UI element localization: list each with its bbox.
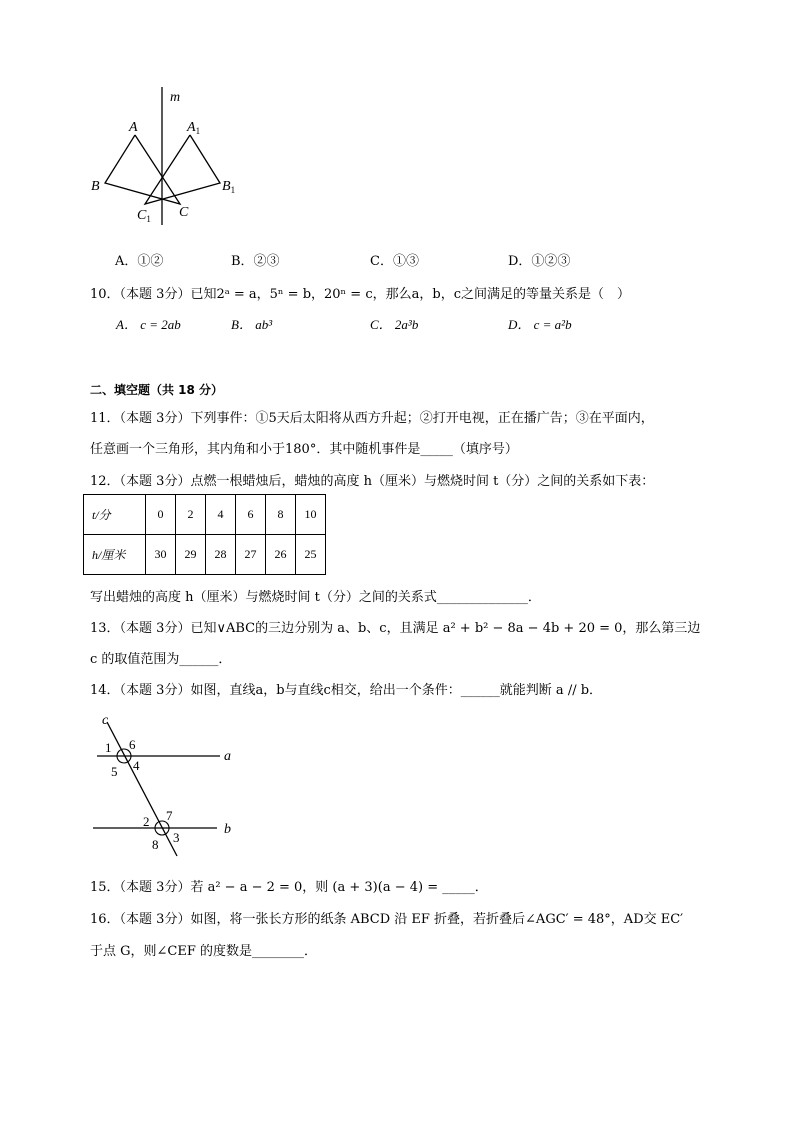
- q12-table: [83, 494, 326, 575]
- label-a1: $A_1$: [187, 120, 201, 136]
- table-cell: 2: [176, 495, 206, 535]
- q12-stem: 12．（本题 3分）点燃一根蜡烛后，蜡烛的高度 h（厘米）与燃烧时间 t（分）之间的关系如下表：: [90, 474, 655, 489]
- q14-figure: [85, 708, 255, 858]
- table-cell: 29: [176, 535, 206, 575]
- q13-line1: 13．（本题 3分）已知∨ABC的三边分别为 a、b、c，且满足 a² + b² − 8a − 4b + 20 = 0，那么第三边: [90, 621, 701, 636]
- label-c: c: [102, 713, 109, 728]
- table-cell: 6: [236, 495, 266, 535]
- q11-line2: 任意画一个三角形，其内角和小于180°．其中随机事件是_____（填序号）: [90, 442, 518, 457]
- table-cell: 27: [236, 535, 266, 575]
- table-row: [84, 535, 326, 575]
- table-cell: 28: [206, 535, 236, 575]
- triangle-abc: [105, 135, 180, 204]
- table-cell: 4: [206, 495, 236, 535]
- line-c: [107, 722, 177, 856]
- label-c: C: [179, 205, 189, 220]
- q15: 15．（本题 3分）若 a² − a − 2 = 0，则 (a + 3)(a − 4) = _____．: [90, 880, 488, 895]
- label-b: b: [224, 822, 231, 837]
- table-cell: 8: [266, 495, 296, 535]
- table-cell: 0: [146, 495, 176, 535]
- angle-4: 4: [133, 758, 140, 773]
- q10-option-b: B． ab³: [231, 317, 273, 332]
- angle-5: 5: [111, 764, 118, 779]
- table-cell: 10: [296, 495, 326, 535]
- label-c1: $C_1$: [137, 208, 151, 224]
- label-a: a: [224, 749, 231, 764]
- angle-1: 1: [105, 740, 112, 755]
- q14-stem: 14．（本题 3分）如图，直线a，b与直线c相交，给出一个条件：______就能判断 a // b．: [90, 683, 603, 698]
- q13-line2: c 的取值范围为______．: [90, 652, 232, 667]
- table-cell: 26: [266, 535, 296, 575]
- table-cell: 25: [296, 535, 326, 575]
- table-row: [84, 495, 326, 535]
- angle-6: 6: [129, 737, 136, 752]
- section-heading: 二、填空题（共 18 分）: [90, 383, 224, 397]
- q10-option-a: A． c = 2ab: [116, 317, 181, 332]
- q12-after: 写出蜡烛的高度 h（厘米）与燃烧时间 t（分）之间的关系式______________．: [90, 590, 541, 605]
- q9-option-c: C．①③: [370, 254, 419, 269]
- label-m: m: [170, 90, 181, 105]
- q9-option-d: D．①②③: [508, 254, 571, 269]
- q16-line1: 16．（本题 3分）如图，将一张长方形的纸条 ABCD 沿 EF 折叠，若折叠后∠AGC′ = 48°，AD交 EC′: [90, 912, 684, 927]
- q10-option-c: C． 2a³b: [370, 317, 419, 332]
- q9-option-b: B．②③: [231, 254, 280, 269]
- q10-option-d: D． c = a²b: [508, 317, 572, 332]
- triangle-a1b1c1: [145, 135, 220, 204]
- table-cell: 30: [146, 535, 176, 575]
- label-b: B: [91, 179, 100, 194]
- q11-line1: 11．（本题 3分）下列事件：①5天后太阳将从西方升起；②打开电视，正在播广告；③在平面内，: [90, 411, 654, 426]
- q9-figure: [80, 85, 260, 235]
- table-head-t: t/分: [84, 495, 146, 535]
- q9-option-a: A．①②: [115, 254, 164, 269]
- label-a: A: [129, 120, 138, 135]
- q10-stem: 10．（本题 3分）已知2ᵃ = a，5ⁿ = b，20ⁿ = c，那么a，b，c之间满足的等量关系是（ ）: [90, 287, 630, 302]
- angle-2: 2: [143, 814, 150, 829]
- label-b1: $B_1$: [222, 179, 236, 195]
- angle-8: 8: [152, 837, 159, 852]
- angle-7: 7: [166, 808, 173, 823]
- q16-line2: 于点 G，则∠CEF 的度数是________．: [90, 944, 317, 959]
- angle-3: 3: [173, 830, 180, 845]
- table-head-h: h/厘米: [84, 535, 146, 575]
